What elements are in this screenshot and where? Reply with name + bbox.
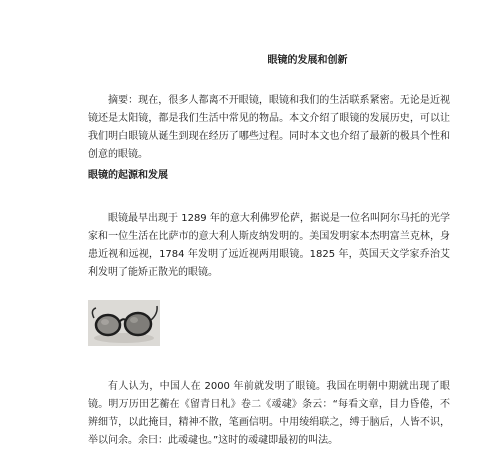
left-lens xyxy=(96,315,120,335)
abstract-paragraph: 摘要：现在，很多人都离不开眼镜，眼镜和我们的生活联系紧密。无论是近视镜还是太阳镜，都是我们生活中常见的物品。本文介绍了眼镜的发展历史，可以让我们明白眼镜从诞生到现在经历了哪些过程。同时本文也介绍了最新的极具个性和创意的眼镜。 xyxy=(88,95,450,160)
right-lens xyxy=(125,313,151,335)
right-lens-highlight xyxy=(130,317,138,323)
spectacles-illustration xyxy=(88,300,160,346)
antique-spectacles-image xyxy=(88,300,160,346)
left-lens-highlight xyxy=(101,319,109,325)
china-paragraph: 有人认为，中国人在 2000 年前就发明了眼镜。我国在明朝中期就出现了眼镜。明万历田艺蘅在《留青日札》卷二《叆叇》条云：“每看文章，目力昏倦，不辨细节，以此掩目，精神不散，笔画信明。中用绫绢联之，缚于脑后，人皆不识，举以问余。余曰：此叆叇也。”这时的叆叇即最初的叫法。 xyxy=(88,381,450,446)
section-heading: 眼镜的起源和发展 xyxy=(88,170,168,181)
document-title: 眼镜的发展和创新 xyxy=(267,55,348,66)
origin-paragraph: 眼镜最早出现于 1289 年的意大利佛罗伦萨，据说是一位名叫阿尔马托的光学家和一位生活在比萨市的意大利人斯皮纳发明的。美国发明家本杰明富兰克林，身患近视和远视，1784 年发明了远近视两用眼镜。1825 年，英国天文学家乔治艾利发明了能矫正散光的眼镜。 xyxy=(88,213,450,278)
